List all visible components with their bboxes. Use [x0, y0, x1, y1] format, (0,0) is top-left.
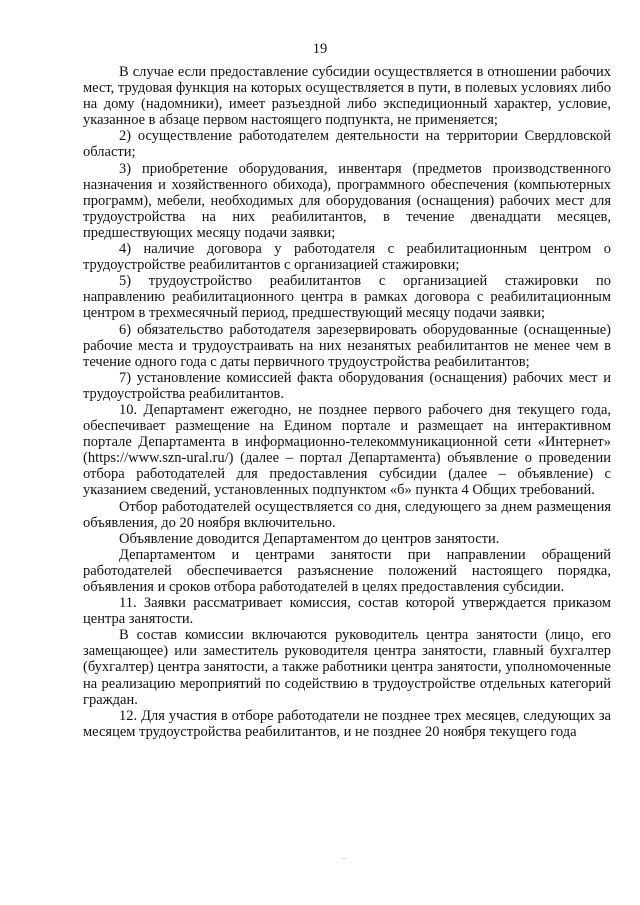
paragraph-condition-3: 3) приобретение оборудования, инвентаря (предметов производственного назначения и хозяйственного обихода), программного обеспечения (компьютерных программ), мебели, необходимых для оборудования (оснащения) рабочих мест для трудоустройства на них реабилитантов, в течение двенадцати месяцев, предшествующих месяцу подачи заявки;: [83, 160, 611, 241]
paragraph-clause-11: 11. Заявки рассматривает комиссия, состав которой утверждается приказом центра занятости.: [83, 595, 611, 628]
paragraph-clause-12: 12. Для участия в отборе работодатели не позднее трех месяцев, следующих за месяцем трудоустройства реабилитантов, и не позднее 20 ноября текущего года: [83, 707, 611, 740]
scan-artifact: [343, 858, 345, 859]
paragraph-selection-period: Отбор работодателей осуществляется со дня, следующего за днем размещения объявления, до 20 ноября включительно.: [83, 498, 611, 531]
paragraph-announcement-delivery: Объявление доводится Департаментом до центров занятости.: [119, 530, 500, 547]
paragraph-condition-6: 6) обязательство работодателя зарезервировать оборудованные (оснащенные) рабочие места и трудоустраивать на них незанятых реабилитантов не менее чем в течение одного года с даты первичного трудоустройства реабилитантов;: [83, 321, 611, 370]
paragraph-clause-10: 10. Департамент ежегодно, не позднее первого рабочего дня текущего года, обеспечивает размещение на Едином портале и размещает на интерактивном портале Департамента в информационно-телекоммуникационной сети «Интернет» (https://www.szn-ural.ru/) (далее – портал Департамента) объявление о проведении отбора работодателей для предоставления субсидии (далее – объявление) с указанием сведений, установленных подпунктом «б» пункта 4 Общих требований.: [83, 401, 611, 499]
paragraph-commission-composition: В состав комиссии включаются руководитель центра занятости (лицо, его замещающее) или заместитель руководителя центра занятости, главный бухгалтер (бухгалтер) центра занятости, а также работники центра занятости, уполномоченные на реализацию мероприятий по содействию в трудоустройстве отдельных категорий граждан.: [83, 627, 611, 708]
paragraph-exception-condition: В случае если предоставление субсидии осуществляется в отношении рабочих мест, трудовая функция на которых осуществляется в пути, в полевых условиях либо на дому (надомники), имеет разъездной либо экспедиционный характер, условие, указанное в абзаце первом настоящего подпункта, не применяется;: [83, 64, 611, 129]
paragraph-clarification: Департаментом и центрами занятости при направлении обращений работодателей обеспечивается разъяснение положений настоящего порядка, объявления и сроков отбора работодателей в целях предоставления субсидии.: [83, 546, 611, 595]
paragraph-condition-2: 2) осуществление работодателем деятельности на территории Свердловской области;: [83, 128, 611, 161]
page-body: [83, 64, 611, 740]
paragraph-condition-7: 7) установление комиссией факта оборудования (оснащения) рабочих мест и трудоустройства реабилитантов.: [83, 369, 611, 402]
paragraph-condition-4: 4) наличие договора у работодателя с реабилитационным центром о трудоустройстве реабилитантов с организацией стажировки;: [83, 241, 611, 274]
page-number: 19: [312, 41, 328, 57]
paragraph-condition-5: 5) трудоустройство реабилитантов с организацией стажировки по направлению реабилитационного центра в рамках договора с реабилитационным центром в трехмесячный период, предшествующий месяцу подачи заявки;: [83, 273, 611, 322]
